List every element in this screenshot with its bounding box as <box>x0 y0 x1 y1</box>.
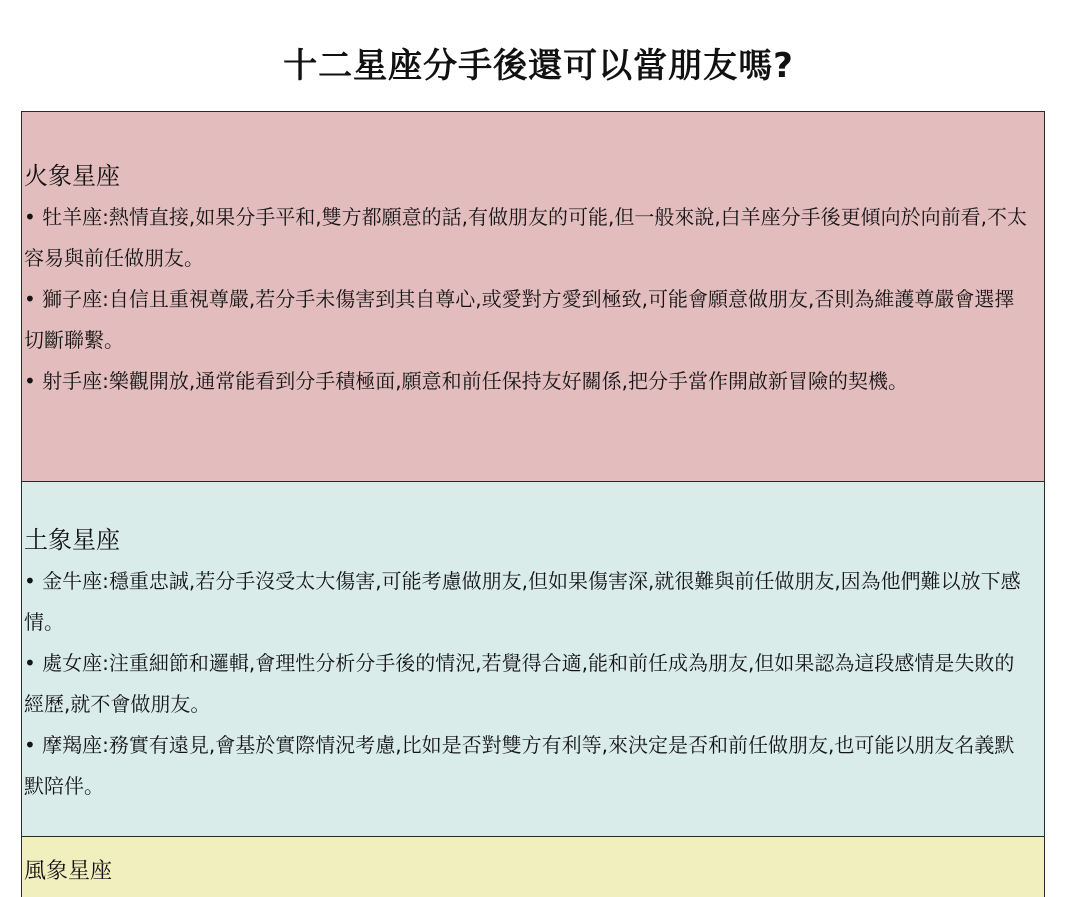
section-earth-signs <box>22 482 1044 837</box>
section-heading: 火象星座 <box>24 162 120 190</box>
zodiac-table <box>21 111 1045 897</box>
section-fire-signs <box>22 112 1044 482</box>
section-air-signs <box>22 837 1044 897</box>
list-item-capricorn: • 摩羯座:務實有遠見,會基於實際情況考慮,比如是否對雙方有利等,來決定是否和前任做朋友,也可能以朋友名義默默陪伴。 <box>24 733 1015 798</box>
page-title: 十二星座分手後還可以當朋友嗎? <box>283 46 794 86</box>
list-item-virgo: • 處女座:注重細節和邏輯,會理性分析分手後的情況,若覺得合適,能和前任成為朋友,但如果認為這段感情是失敗的經歷,就不會做朋友。 <box>24 651 1015 716</box>
section-heading: 風象星座 <box>24 859 113 884</box>
list-item-sagittarius: • 射手座:樂觀開放,通常能看到分手積極面,願意和前任保持友好關係,把分手當作開啟新冒險的契機。 <box>24 369 908 393</box>
section-heading: 土象星座 <box>24 526 120 554</box>
list-item-aries: • 牡羊座:熱情直接,如果分手平和,雙方都願意的話,有做朋友的可能,但一般來說,白羊座分手後更傾向於向前看,不太容易與前任做朋友。 <box>24 205 1028 270</box>
list-item-leo: • 獅子座:自信且重視尊嚴,若分手未傷害到其自尊心,或愛對方愛到極致,可能會願意做朋友,否則為維護尊嚴會選擇切斷聯繫。 <box>24 287 1015 352</box>
list-item-taurus: • 金牛座:穩重忠誠,若分手沒受太大傷害,可能考慮做朋友,但如果傷害深,就很難與前任做朋友,因為他們難以放下感情。 <box>24 569 1021 634</box>
